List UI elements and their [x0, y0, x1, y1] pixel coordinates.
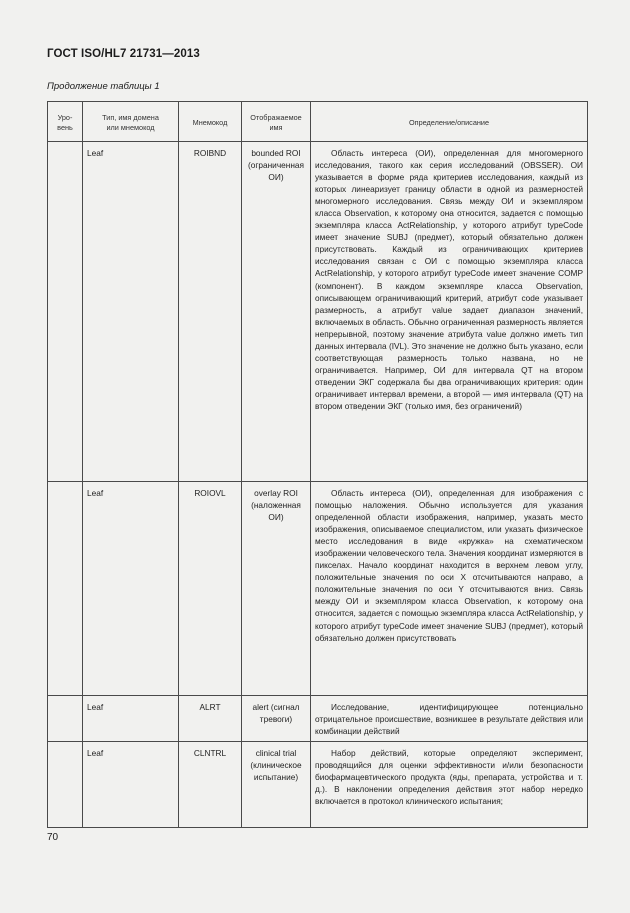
cell-display-name: alert (сигнал тревоги): [242, 696, 311, 742]
cell-display-name: overlay ROI (наложенная ОИ): [242, 482, 311, 696]
cell-level: [48, 482, 83, 696]
cell-definition: [311, 142, 588, 482]
definition-text: Область интереса (ОИ), определенная для многомерного исследования, такого как серия исследований (OBSSER). ОИ указывается в форме ряда критериев исследования, каждый из которых линеаризует границу области в одной из размерностей многомерного исследования. Связь между ОИ и экземпляром класса Observation, к которому она относится, задается с помощью экземпляра класса ActRelationship, у которого атрибут typeCode имеет значение SUBJ (предмет), который обязательно должен присутствовать. Каждый из ограничивающих критериев исследования связан с ОИ с помощью экземпляра класса ActRelationship, у которого атрибут typeCode имеет значение COMP (компонент). В каждом экземпляре класса Observation, описывающем ограничивающий критерий, атрибут code указывает размерность, а атрибут value задает диапазон значений, включаемых в область. Обычно ограниченная размерность является непрерывной, поэтому значение атрибута value должно иметь тип данных интервала (IVL). Это значение не должно быть указано, если соответствующая размерность только названа, но не ограничивается. Например, ОИ для интервала QT на втором отведении ЭКГ содержала бы два ограничивающих критерия: один ограничивает интервал времени, а второй — имя интервала (QT) на втором отведении ЭКГ (только имя, без ограничений): [315, 148, 583, 411]
header-mnemonic: Мнемокод: [179, 102, 242, 142]
cell-type: Leaf: [83, 482, 179, 696]
cell-definition: [311, 742, 588, 828]
cell-type: Leaf: [83, 742, 179, 828]
cell-mnemonic: CLNTRL: [179, 742, 242, 828]
table-row: [48, 142, 588, 482]
header-type: Тип, имя домена или мнемокод: [83, 102, 179, 142]
definition-text: Набор действий, которые определяют эксперимент, проводящийся для оценки эффективности и/или безопасности биофармацевтического продукта (яды, препарата, устройства и т. д.). В наклонении определения действия этот набор нередко включается в протокол клинического испытания;: [315, 748, 583, 807]
document-header: ГОСТ ISO/HL7 21731—2013: [47, 48, 200, 60]
cell-definition: [311, 482, 588, 696]
cell-display-name: bounded ROI (ограниченная ОИ): [242, 142, 311, 482]
cell-level: [48, 142, 83, 482]
header-definition: Определение/описание: [311, 102, 588, 142]
cell-type: Leaf: [83, 142, 179, 482]
table-row: [48, 696, 588, 742]
cell-level: [48, 742, 83, 828]
definition-text: Исследование, идентифицирующее потенциально отрицательное происшествие, возникшее в результате действия или комбинации действий: [315, 702, 583, 737]
definition-text: Область интереса (ОИ), определенная для изображения с помощью наложения. Обычно используется для указания определенной области изображения, например, указать место изображения, описываемое специалистом, или указать физическое место исследования в виде «кружка» на схематическом изображении человеческого тела. Значения координат измеряются в пикселах. Начало координат находится в верхнем левом углу, положительные значения по оси X отсчитываются направо, а положительные значения по оси Y отсчитываются вниз. Связь между ОИ и экземпляром класса Observation, к которому она относится, задается с помощью экземпляра класса ActRelationship, у которого атрибут typeCode имеет значение SUBJ (предмет), который обязательно должен присутствовать: [315, 488, 583, 643]
cell-type: Leaf: [83, 696, 179, 742]
page-number: 70: [47, 832, 59, 843]
table-row: [48, 482, 588, 696]
cell-mnemonic: ALRT: [179, 696, 242, 742]
table-caption: Продолжение таблицы 1: [47, 81, 160, 92]
cell-definition: [311, 696, 588, 742]
header-display-name: Отображаемое имя: [242, 102, 311, 142]
cell-level: [48, 696, 83, 742]
cell-mnemonic: ROIBND: [179, 142, 242, 482]
table-header-row: [48, 102, 588, 142]
cell-mnemonic: ROIOVL: [179, 482, 242, 696]
table-row: [48, 742, 588, 828]
cell-display-name: clinical trial (клиническое испытание): [242, 742, 311, 828]
definitions-table: [47, 101, 588, 828]
header-level: Уро- вень: [48, 102, 83, 142]
